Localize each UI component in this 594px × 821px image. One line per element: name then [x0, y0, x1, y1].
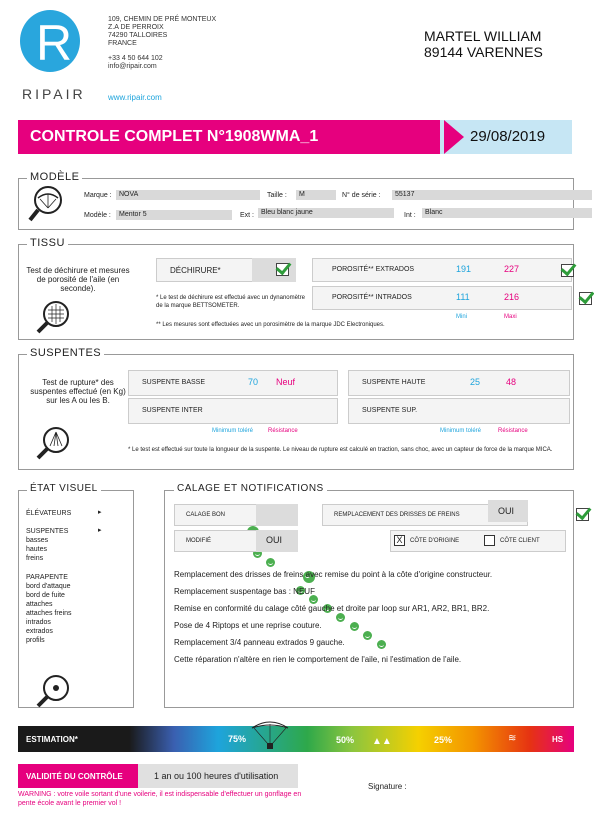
company-website[interactable]: www.ripair.com [108, 93, 162, 102]
modifie-value: OUI [266, 535, 283, 545]
lines-icon [34, 424, 80, 460]
marque-field: NOVA [116, 190, 260, 200]
dechirure-check-bg [252, 258, 296, 282]
extrados-checkbox[interactable] [561, 264, 574, 277]
validite-value: 1 an ou 100 heures d'utilisation [154, 771, 279, 781]
tissu-note1: * Le test de déchirure est effectué avec un dynanomètre de la marque BETTSOMETER. [156, 295, 305, 309]
intrados-max: 216 [504, 292, 520, 302]
calage-notes [174, 566, 566, 668]
signature-label: Signature : [368, 782, 407, 791]
intrados-checkbox[interactable] [579, 292, 592, 305]
dechirure-checkbox[interactable] [276, 263, 289, 276]
logo-letter: R [36, 15, 73, 71]
extrados-max: 227 [504, 264, 520, 274]
page-title: CONTROLE COMPLET N°1908WMA_1 [30, 128, 319, 145]
mini-label: Mini [456, 314, 468, 320]
extrados-min: 191 [456, 264, 472, 274]
suspentes-desc: Test de rupture* des suspentes effectué (en Kg) sur les A ou les B. [30, 378, 126, 405]
maxi-label: Maxi [504, 314, 517, 320]
tissu-title: TISSU [27, 237, 68, 249]
estimation-50: 50% [336, 735, 355, 745]
cote-client-checkbox[interactable] [484, 535, 495, 546]
intrados-label: POROSITÉ** INTRADOS [332, 294, 412, 301]
company-email[interactable]: info@ripair.com [108, 63, 157, 70]
estimation-75: 75% [228, 734, 247, 744]
validite-label: VALIDITÉ DU CONTRÔLE [26, 772, 123, 781]
calage-bon-checkbox[interactable] [576, 508, 589, 521]
title-bar-arrow [444, 120, 464, 154]
dechirure-label: DÉCHIRURE* [170, 266, 221, 275]
basse-min: 70 [248, 377, 259, 387]
taille-field: M [296, 190, 336, 200]
wind-icon: ≋ [508, 733, 517, 744]
tissu-note2: ** Les mesures sont effectuées avec un porosimètre de la marque JDC Electroniques. [156, 322, 385, 328]
note-line: Remplacement 3/4 panneau extrados 9 gauche. [174, 638, 345, 647]
remplacement-value: OUI [498, 506, 515, 516]
note-line: Cette réparation n'altère en rien le comportement de l'aile, ni l'estimation de l'aile. [174, 655, 462, 664]
note-line: Remplacement suspentage bas : NEUF [174, 587, 315, 596]
control-date: 29/08/2019 [470, 128, 546, 145]
eye-icon [34, 672, 80, 708]
haute-min: 25 [470, 377, 481, 387]
warning-text: WARNING : votre voile sortant d'une voilerie, il est indispensable d'effectuer un gonflage en pente école avant le premier vol ! [18, 791, 302, 807]
modele-field: Mentor 5 [116, 210, 232, 220]
company-address: 109, CHEMIN DE PRÉ MONTEUX Z.A DE PERROIX 74290 TALLOIRES FRANCE +33 4 50 644 102 info@ripair.com [108, 16, 217, 70]
ext-field: Bleu blanc jaune [258, 208, 394, 218]
note-line: Remise en conformité du calage côté gauche et droite par loop sur AR1, AR2, BR1, BR2. [174, 604, 490, 613]
estimation-25: 25% [434, 735, 453, 745]
trees-icon: ▲▲ [372, 736, 392, 747]
etat-title: ÉTAT VISUEL [27, 483, 101, 494]
paraglider-marker-icon [250, 718, 290, 752]
tissu-desc: Test de déchirure et mesures de porosité de l'aile (en seconde). [26, 266, 130, 293]
haute-res: 48 [506, 377, 517, 387]
intrados-min: 111 [456, 292, 470, 302]
fabric-icon [34, 298, 80, 334]
suspentes-title: SUSPENTES [27, 347, 104, 359]
brand-name: RIPAIR [22, 86, 86, 102]
glider-icon [28, 184, 74, 224]
calage-title: CALAGE ET NOTIFICATIONS [174, 483, 327, 494]
modele-section [18, 178, 574, 230]
basse-res: Neuf [276, 377, 296, 387]
estimation-label: ESTIMATION* [26, 735, 78, 744]
cote-origine-checkbox[interactable]: X [394, 535, 405, 546]
modele-title: MODÈLE [27, 171, 82, 183]
note-line: Pose de 4 Riptops et une reprise couture. [174, 621, 322, 630]
suspentes-note: * Le test est effectué sur toute la longueur de la suspente. Le niveau de rupture est calculé en traction, sans choc, avec un capteur de force de la marque MICA. [128, 447, 553, 453]
estimation-hs: HS [552, 735, 564, 744]
serie-field: 55137 [392, 190, 592, 200]
ripair-logo [20, 10, 80, 72]
extrados-label: POROSITÉ** EXTRADOS [332, 266, 415, 273]
client-name: MARTEL WILLIAM [424, 28, 542, 44]
client-city: 89144 VARENNES [424, 44, 543, 60]
company-phone: +33 4 50 644 102 [108, 55, 163, 62]
estimation-bar [18, 726, 574, 752]
note-line: Remplacement des drisses de freins avec remise du point à la côte d'origine constructeur. [174, 570, 493, 579]
int-field: Blanc [422, 208, 592, 218]
